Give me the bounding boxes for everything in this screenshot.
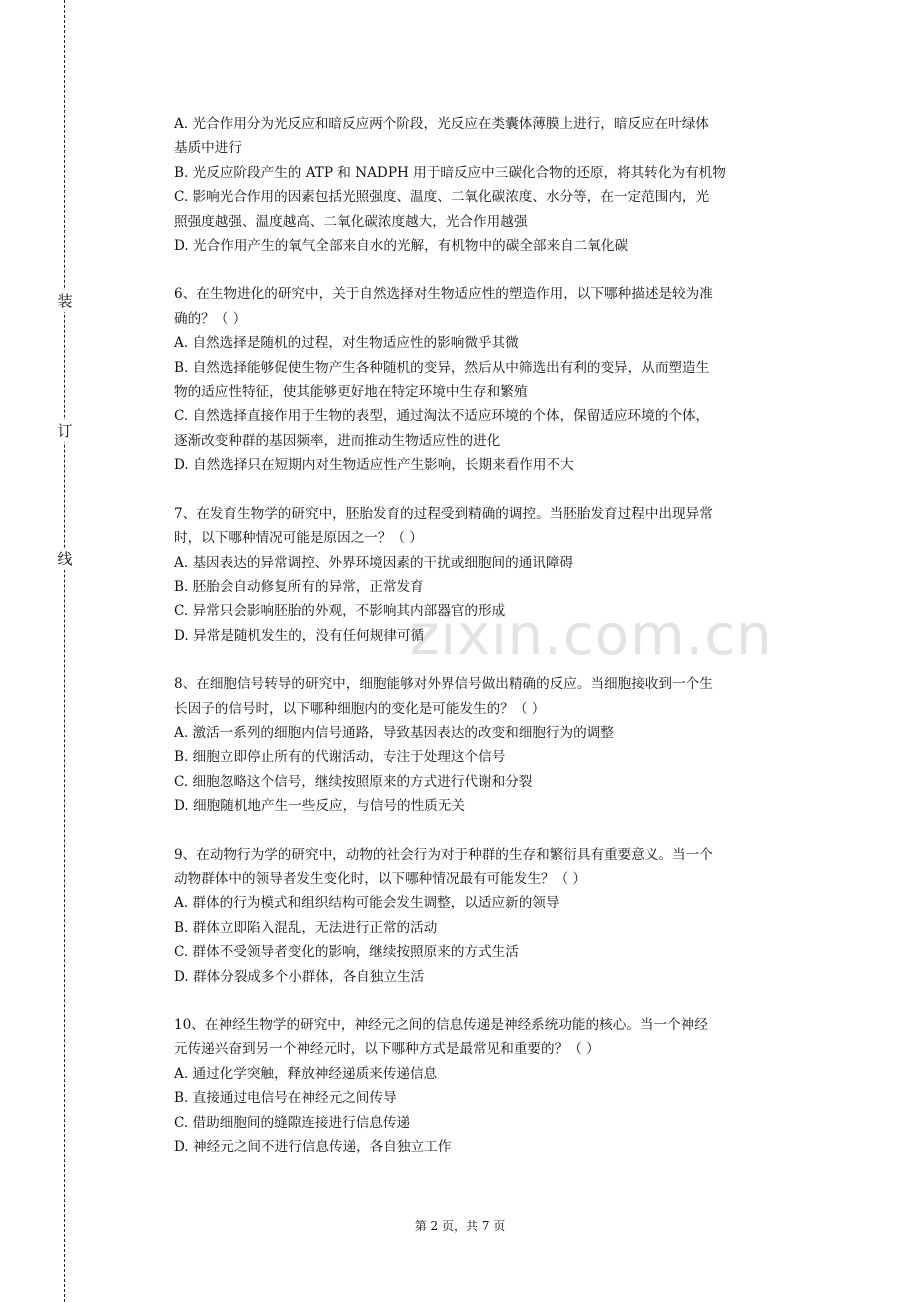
option-line: C. 自然选择直接作用于生物的表型，通过淘汰不适应环境的个体，保留适应环境的个体， xyxy=(174,408,710,425)
option-line: 逐渐改变种群的基因频率，进而推动生物适应性的进化 xyxy=(174,432,501,449)
binding-label-ding: 订 xyxy=(55,420,75,442)
option-line: C. 细胞忽略这个信号，继续按照原来的方式进行代谢和分裂 xyxy=(174,773,533,790)
option-line: B. 光反应阶段产生的 ATP 和 NADPH 用于暗反应中三碳化合物的还原，将其转化为有机物 xyxy=(174,164,726,181)
option-line: C. 异常只会影响胚胎的外观，不影响其内部器官的形成 xyxy=(174,603,506,620)
question-9 xyxy=(174,843,816,989)
watermark: zixin.com.cn xyxy=(410,603,773,668)
question-7 xyxy=(174,502,816,648)
option-line: B. 群体立即陷入混乱，无法进行正常的活动 xyxy=(174,919,438,936)
question-stem: 7、在发育生物学的研究中，胚胎发育的过程受到精确的调控。当胚胎发育过程中出现异常 xyxy=(174,505,713,522)
option-line: B. 细胞立即停止所有的代谢活动，专注于处理这个信号 xyxy=(174,749,506,766)
option-line: A. 基因表达的异常调控、外界环境因素的干扰或细胞间的通讯障碍 xyxy=(174,554,574,571)
option-line: D. 神经元之间不进行信息传递，各自独立工作 xyxy=(174,1139,452,1156)
question-stem: 9、在动物行为学的研究中，动物的社会行为对于种群的生存和繁衍具有重要意义。当一个 xyxy=(174,846,713,863)
binding-label-xian: 线 xyxy=(55,548,75,570)
option-line: D. 细胞随机地产生一些反应，与信号的性质无关 xyxy=(174,798,465,815)
option-line: A. 自然选择是随机的过程，对生物适应性的影响微乎其微 xyxy=(174,335,519,352)
question-6 xyxy=(174,282,816,477)
option-line: B. 直接通过电信号在神经元之间传导 xyxy=(174,1090,397,1107)
question-stem: 8、在细胞信号转导的研究中，细胞能够对外界信号做出精确的反应。当细胞接收到一个生 xyxy=(174,676,713,693)
question-stem: 时，以下哪种情况可能是原因之一？（ ） xyxy=(174,530,424,547)
option-line: D. 自然选择只在短期内对生物适应性产生影响，长期来看作用不大 xyxy=(174,457,574,474)
question-stem: 元传递兴奋到另一个神经元时，以下哪种方式是最常见和重要的？（ ） xyxy=(174,1041,600,1058)
option-line: C. 影响光合作用的因素包括光照强度、温度、二氧化碳浓度、水分等，在一定范围内，光 xyxy=(174,189,710,206)
question-8 xyxy=(174,672,816,818)
option-line: A. 群体的行为模式和组织结构可能会发生调整，以适应新的领导 xyxy=(174,895,560,912)
option-line: A. 光合作用分为光反应和暗反应两个阶段，光反应在类囊体薄膜上进行，暗反应在叶绿体 xyxy=(174,116,710,132)
question-5-options xyxy=(174,112,816,258)
option-line: D. 异常是随机发生的，没有任何规律可循 xyxy=(174,627,425,644)
question-stem: 6、在生物进化的研究中，关于自然选择对生物适应性的塑造作用，以下哪种描述是较为准 xyxy=(174,286,713,303)
option-line: D. 光合作用产生的氧气全部来自水的光解，有机物中的碳全部来自二氧化碳 xyxy=(174,238,629,255)
question-stem: 确的？（ ） xyxy=(174,310,247,327)
option-line: 物的适应性特征，使其能够更好地在特定环境中生存和繁殖 xyxy=(174,384,528,401)
option-line: 照强度越强、温度越高、二氧化碳浓度越大，光合作用越强 xyxy=(174,213,528,230)
question-content xyxy=(174,112,816,1183)
binding-dashed-line xyxy=(64,0,65,1302)
option-line: C. 借助细胞间的缝隙连接进行信息传递 xyxy=(174,1114,411,1131)
option-line: B. 自然选择能够促使生物产生各种随机的变异，然后从中筛选出有利的变异，从而塑造生 xyxy=(174,359,710,376)
binding-label-zhuang: 装 xyxy=(55,290,75,312)
page-number-footer: 第 2 页，共 7 页 xyxy=(414,1219,506,1233)
question-stem: 长因子的信号时，以下哪种细胞内的变化是可能发生的？（ ） xyxy=(174,700,546,717)
option-line: C. 群体不受领导者变化的影响，继续按照原来的方式生活 xyxy=(174,944,519,961)
option-line: B. 胚胎会自动修复所有的异常，正常发育 xyxy=(174,578,424,595)
question-10 xyxy=(174,1013,816,1159)
question-stem: 动物群体中的领导者发生变化时，以下哪种情况最有可能发生？（ ） xyxy=(174,870,587,887)
question-stem: 10、在神经生物学的研究中，神经元之间的信息传递是神经系统功能的核心。当一个神经 xyxy=(174,1017,708,1033)
option-line: 基质中进行 xyxy=(174,140,242,157)
option-line: A. 通过化学突触，释放神经递质来传递信息 xyxy=(174,1065,438,1082)
option-line: A. 激活一系列的细胞内信号通路，导致基因表达的改变和细胞行为的调整 xyxy=(174,724,614,741)
option-line: D. 群体分裂成多个小群体，各自独立生活 xyxy=(174,968,425,985)
